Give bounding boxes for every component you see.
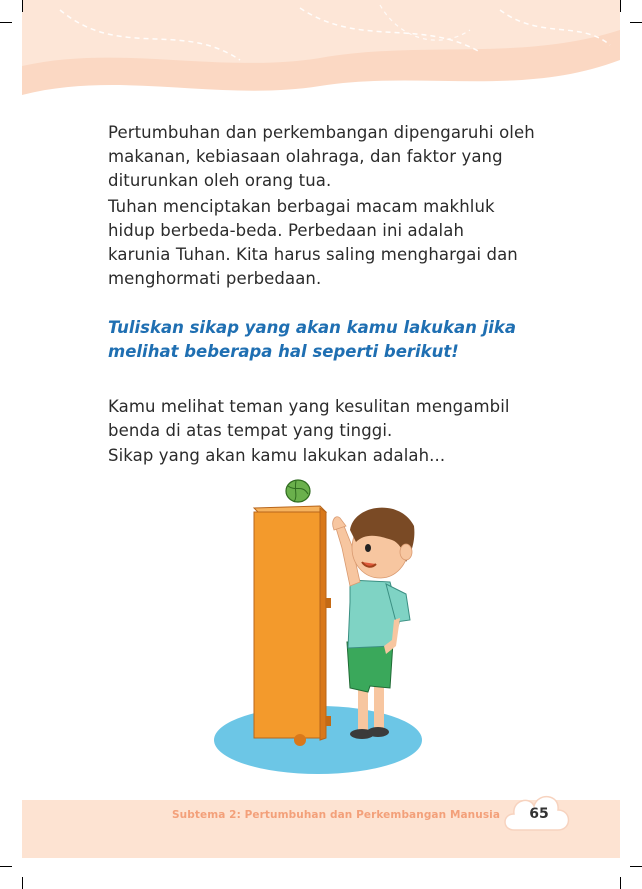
text-line: Tuhan menciptakan berbagai macam makhluk — [108, 197, 495, 216]
text-line: Tuliskan sikap yang akan kamu lakukan jika — [108, 318, 516, 337]
text-line: benda di atas tempat yang tinggi. — [108, 421, 393, 440]
boy — [333, 508, 415, 739]
text-line: hidup berbeda-beda. Perbedaan ini adalah — [108, 221, 465, 240]
crop-mark — [22, 877, 23, 889]
crop-mark — [22, 0, 23, 12]
cabinet — [254, 506, 331, 746]
header-decoration — [0, 0, 642, 110]
text-line: makanan, kebiasaan olahraga, dan faktor yang — [108, 147, 503, 166]
text-line: Kamu melihat teman yang kesulitan mengambil — [108, 397, 510, 416]
text-line: melihat beberapa hal seperti berikut! — [108, 342, 459, 361]
crop-mark — [620, 0, 621, 12]
scenario-text — [108, 395, 578, 443]
crop-mark — [630, 866, 642, 867]
boy-reaching-cabinet-illustration — [210, 470, 460, 780]
crop-mark — [620, 877, 621, 889]
footer-subtheme-title: Subtema 2: Pertumbuhan dan Perkembangan Manusia — [172, 809, 501, 821]
text-line: Sikap yang akan kamu lakukan adalah... — [108, 446, 446, 465]
paragraph-growth-factors — [108, 121, 578, 193]
text-line: diturunkan oleh orang tua. — [108, 171, 332, 190]
crop-mark — [0, 866, 12, 867]
text-line: menghormati perbedaan. — [108, 269, 322, 288]
text-line: karunia Tuhan. Kita harus saling menghargai dan — [108, 245, 518, 264]
ball — [286, 480, 310, 502]
answer-prompt — [108, 444, 578, 468]
text-line: Pertumbuhan dan perkembangan dipengaruhi oleh — [108, 123, 535, 142]
crop-mark — [0, 22, 12, 23]
instruction-heading — [108, 316, 578, 364]
paragraph-differences — [108, 195, 578, 291]
page-number: 65 — [529, 806, 549, 822]
crop-mark — [630, 22, 642, 23]
